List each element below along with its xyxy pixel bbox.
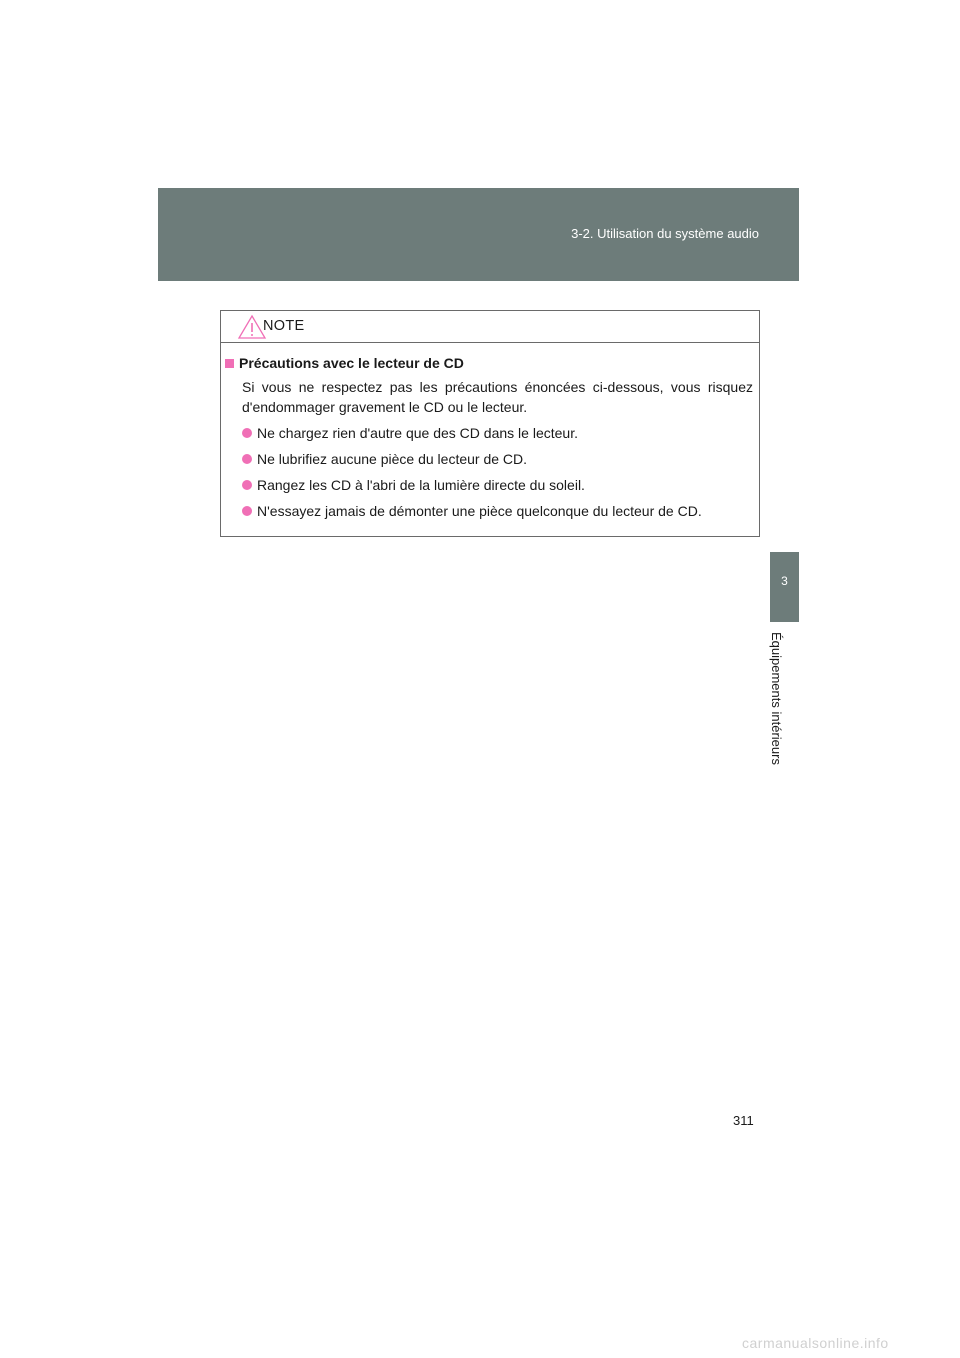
note-box — [220, 310, 760, 537]
chapter-tab — [770, 552, 799, 622]
chapter-label: Équipements intérieurs — [769, 632, 784, 765]
intro-paragraph: Si vous ne respectez pas les précautions énoncées ci-dessous, vous risquez d'endommager gravement le CD ou le lecteur. — [242, 379, 753, 415]
list-item-text: Ne chargez rien d'autre que des CD dans le lecteur. — [257, 425, 578, 441]
chapter-number: 3 — [781, 574, 788, 588]
note-body — [221, 343, 759, 521]
list-item — [242, 449, 753, 469]
header-band — [158, 188, 799, 281]
round-bullet-icon — [242, 428, 252, 438]
watermark[interactable]: carmanualsonline.info — [742, 1335, 889, 1351]
round-bullet-icon — [242, 454, 252, 464]
section-title: 3-2. Utilisation du système audio — [571, 226, 759, 241]
section-heading-text: Précautions avec le lecteur de CD — [239, 355, 464, 371]
round-bullet-icon — [242, 480, 252, 490]
list-item-text: Rangez les CD à l'abri de la lumière directe du soleil. — [257, 477, 585, 493]
list-item — [242, 475, 753, 495]
section-heading — [225, 355, 753, 371]
square-bullet-icon — [225, 359, 234, 368]
page-number: 311 — [733, 1113, 754, 1128]
note-title: NOTE — [263, 318, 305, 334]
list-item — [242, 423, 753, 443]
list-item-text: N'essayez jamais de démonter une pièce quelconque du lecteur de CD. — [257, 503, 702, 519]
list-item — [242, 501, 753, 521]
list-item-text: Ne lubrifiez aucune pièce du lecteur de CD. — [257, 451, 528, 467]
note-header — [221, 311, 759, 343]
round-bullet-icon — [242, 506, 252, 516]
